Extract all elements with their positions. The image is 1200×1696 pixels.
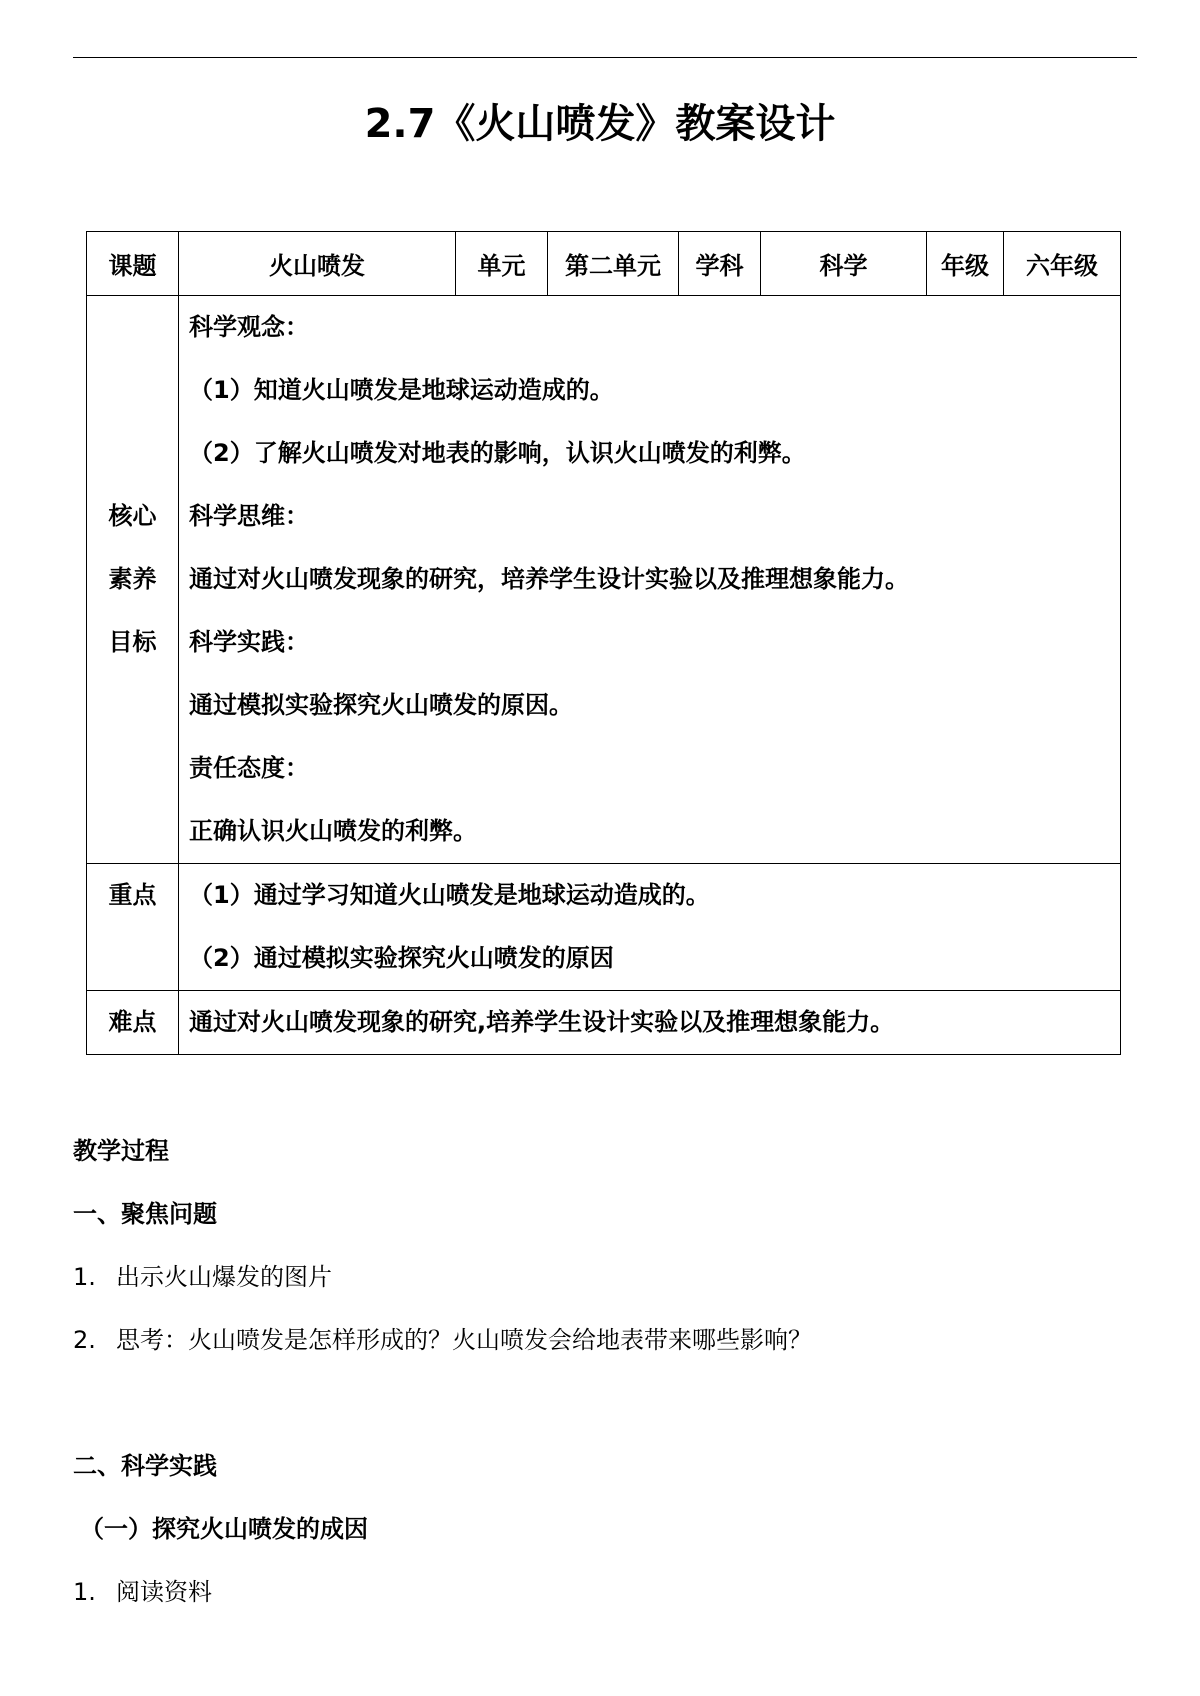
- item-text: 思考：火山喷发是怎样形成的？火山喷发会给地表带来哪些影响？: [116, 1326, 812, 1354]
- goal-line: （2）了解火山喷发对地表的影响，认识火山喷发的利弊。: [189, 439, 806, 467]
- label-topic: 课题: [87, 232, 179, 296]
- top-rule: [73, 57, 1137, 58]
- label-grade: 年级: [927, 232, 1004, 296]
- header-row: [87, 232, 1121, 296]
- key-points-content: [179, 864, 1121, 991]
- label-unit: 单元: [456, 232, 548, 296]
- key-point-line: （2）通过模拟实验探究火山喷发的原因: [189, 944, 614, 972]
- item-number: 1.: [73, 1263, 96, 1291]
- core-goals-content: [179, 296, 1121, 864]
- lesson-info-table: [86, 231, 1121, 1055]
- label-subject: 学科: [679, 232, 761, 296]
- subject-value: 科学: [761, 232, 927, 296]
- core-goals-label-line: 目标: [108, 628, 157, 656]
- goal-line: 正确认识火山喷发的利弊。: [189, 817, 477, 845]
- item-text: 出示火山爆发的图片: [116, 1263, 332, 1291]
- goal-line: 科学实践：: [189, 628, 309, 656]
- difficulty-label: 难点: [87, 991, 179, 1055]
- key-points-label: [87, 864, 179, 991]
- key-points-row: [87, 864, 1121, 991]
- core-goals-label-line: 素养: [108, 565, 157, 593]
- section1-item: [73, 1323, 812, 1357]
- difficulty-content: [179, 991, 1121, 1055]
- process-heading: 教学过程: [73, 1137, 169, 1165]
- core-goals-label: [87, 296, 179, 864]
- key-points-label-text: 重点: [108, 881, 157, 909]
- goal-line: 通过对火山喷发现象的研究，培养学生设计实验以及推理想象能力。: [189, 565, 909, 593]
- item-number: 1.: [73, 1578, 96, 1606]
- goal-line: 科学观念：: [189, 313, 309, 341]
- key-point-line: （1）通过学习知道火山喷发是地球运动造成的。: [189, 881, 710, 909]
- item-number: 2.: [73, 1326, 96, 1354]
- topic-value: 火山喷发: [179, 232, 456, 296]
- unit-value: 第二单元: [548, 232, 679, 296]
- section2-subheading: （一）探究火山喷发的成因: [80, 1515, 368, 1543]
- goal-line: （1）知道火山喷发是地球运动造成的。: [189, 376, 614, 404]
- section1-item: [73, 1260, 332, 1294]
- core-goals-label-line: 核心: [108, 502, 157, 530]
- section2-item: [73, 1575, 212, 1609]
- section2-heading: 二、科学实践: [73, 1452, 217, 1480]
- page-title: 2.7《火山喷发》教案设计: [364, 101, 836, 147]
- core-goals-row: [87, 296, 1121, 864]
- section1-heading: 一、聚焦问题: [73, 1200, 217, 1228]
- goal-line: 通过模拟实验探究火山喷发的原因。: [189, 691, 573, 719]
- difficulty-text: 通过对火山喷发现象的研究,培养学生设计实验以及推理想象能力。: [189, 1008, 895, 1036]
- grade-value: 六年级: [1004, 232, 1121, 296]
- difficulty-row: [87, 991, 1121, 1055]
- item-text: 阅读资料: [116, 1578, 212, 1606]
- goal-line: 责任态度：: [189, 754, 309, 782]
- goal-line: 科学思维：: [189, 502, 309, 530]
